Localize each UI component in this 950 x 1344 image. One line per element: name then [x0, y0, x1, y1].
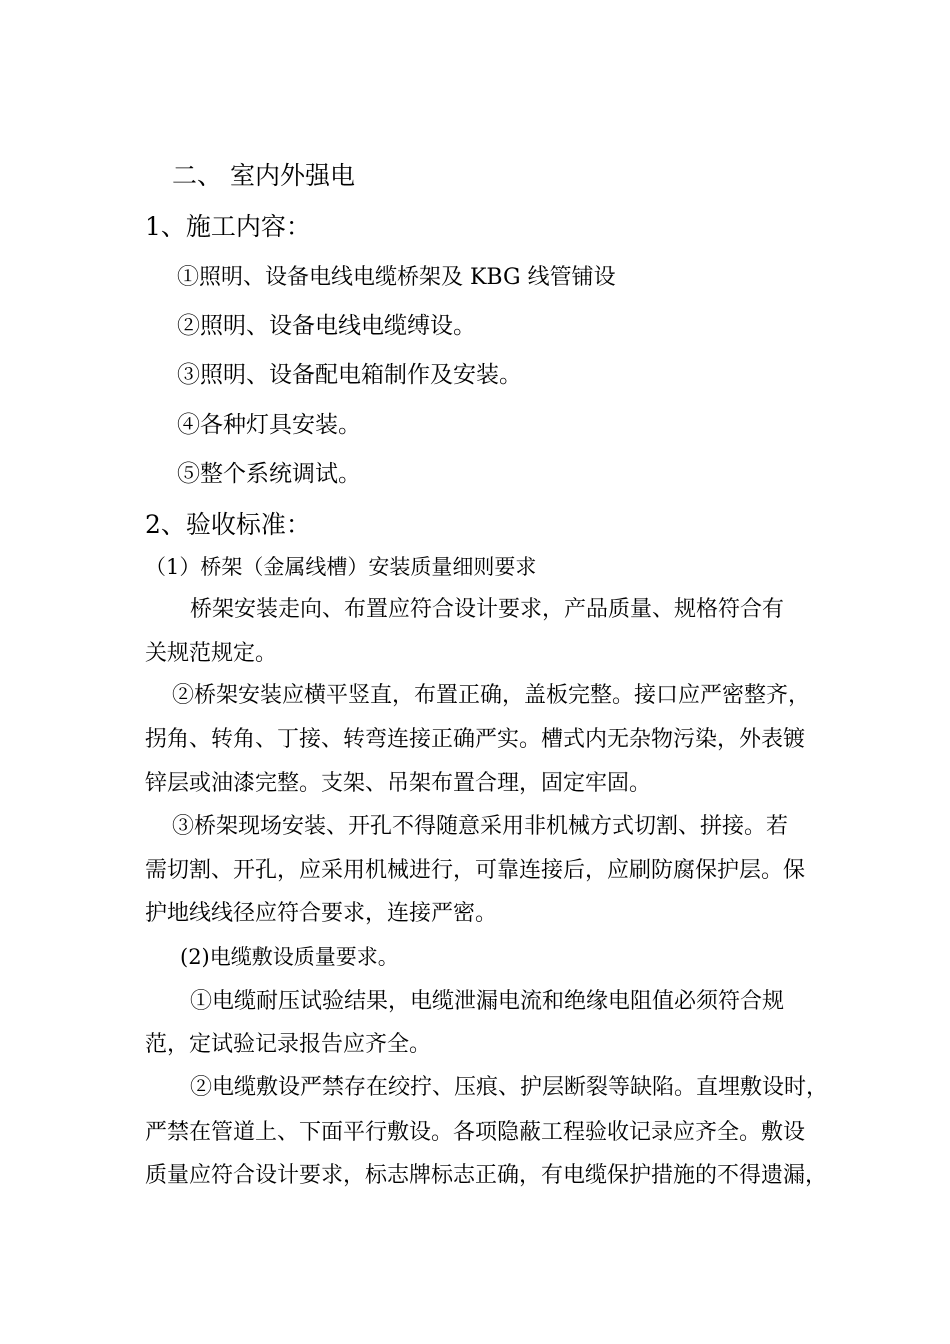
para-3-line-1: ③桥架现场安装、开孔不得随意采用非机械方式切割、拼接。若: [172, 814, 789, 839]
subsection-2-title: (2)电缆敷设质量要求。: [180, 945, 399, 969]
acceptance-heading: 2、验收标准：: [145, 510, 311, 539]
para-5-line-1: ②电缆敷设严禁存在绞拧、压痕、护层断裂等缺陷。直埋敷设时，: [190, 1075, 829, 1100]
para-4-line-1: ①电缆耐压试验结果，电缆泄漏电流和绝缘电阻值必须符合规: [190, 989, 785, 1014]
para-1-line-2: 关规范规定。: [145, 641, 278, 666]
para-2-line-1: ②桥架安装应横平竖直，布置正确，盖板完整。接口应严密整齐，: [172, 683, 811, 708]
construction-item-3: ③照明、设备配电箱制作及安装。: [177, 362, 522, 388]
para-1-line-1: 桥架安装走向、布置应符合设计要求，产品质量、规格符合有: [190, 597, 785, 622]
para-3-line-3: 护地线线径应符合要求，连接严密。: [145, 901, 498, 926]
section-heading: 二、 室内外强电: [172, 161, 355, 190]
construction-heading: 1、施工内容：: [145, 212, 311, 241]
construction-item-5: ⑤整个系统调试。: [177, 461, 361, 487]
para-5-line-3: 质量应符合设计要求，标志牌标志正确，有电缆保护措施的不得遗漏，: [145, 1163, 828, 1188]
para-5-line-2: 严禁在管道上、下面平行敷设。各项隐蔽工程验收记录应齐全。敷设: [145, 1120, 806, 1145]
construction-item-4: ④各种灯具安装。: [177, 412, 361, 438]
para-3-line-2: 需切割、开孔，应采用机械进行，可靠连接后，应刷防腐保护层。保: [145, 858, 806, 883]
para-2-line-2: 拐角、转角、丁接、转弯连接正确严实。槽式内无杂物污染，外表镀: [145, 727, 806, 752]
construction-item-2: ②照明、设备电线电缆缚设。: [177, 313, 476, 339]
construction-item-1: ①照明、设备电线电缆桥架及 KBG 线管铺设: [177, 265, 616, 290]
para-4-line-2: 范，定试验记录报告应齐全。: [145, 1032, 432, 1057]
para-2-line-3: 锌层或油漆完整。支架、吊架布置合理，固定牢固。: [145, 771, 652, 796]
subsection-1-title: （1）桥架（金属线槽）安装质量细则要求: [145, 555, 537, 579]
